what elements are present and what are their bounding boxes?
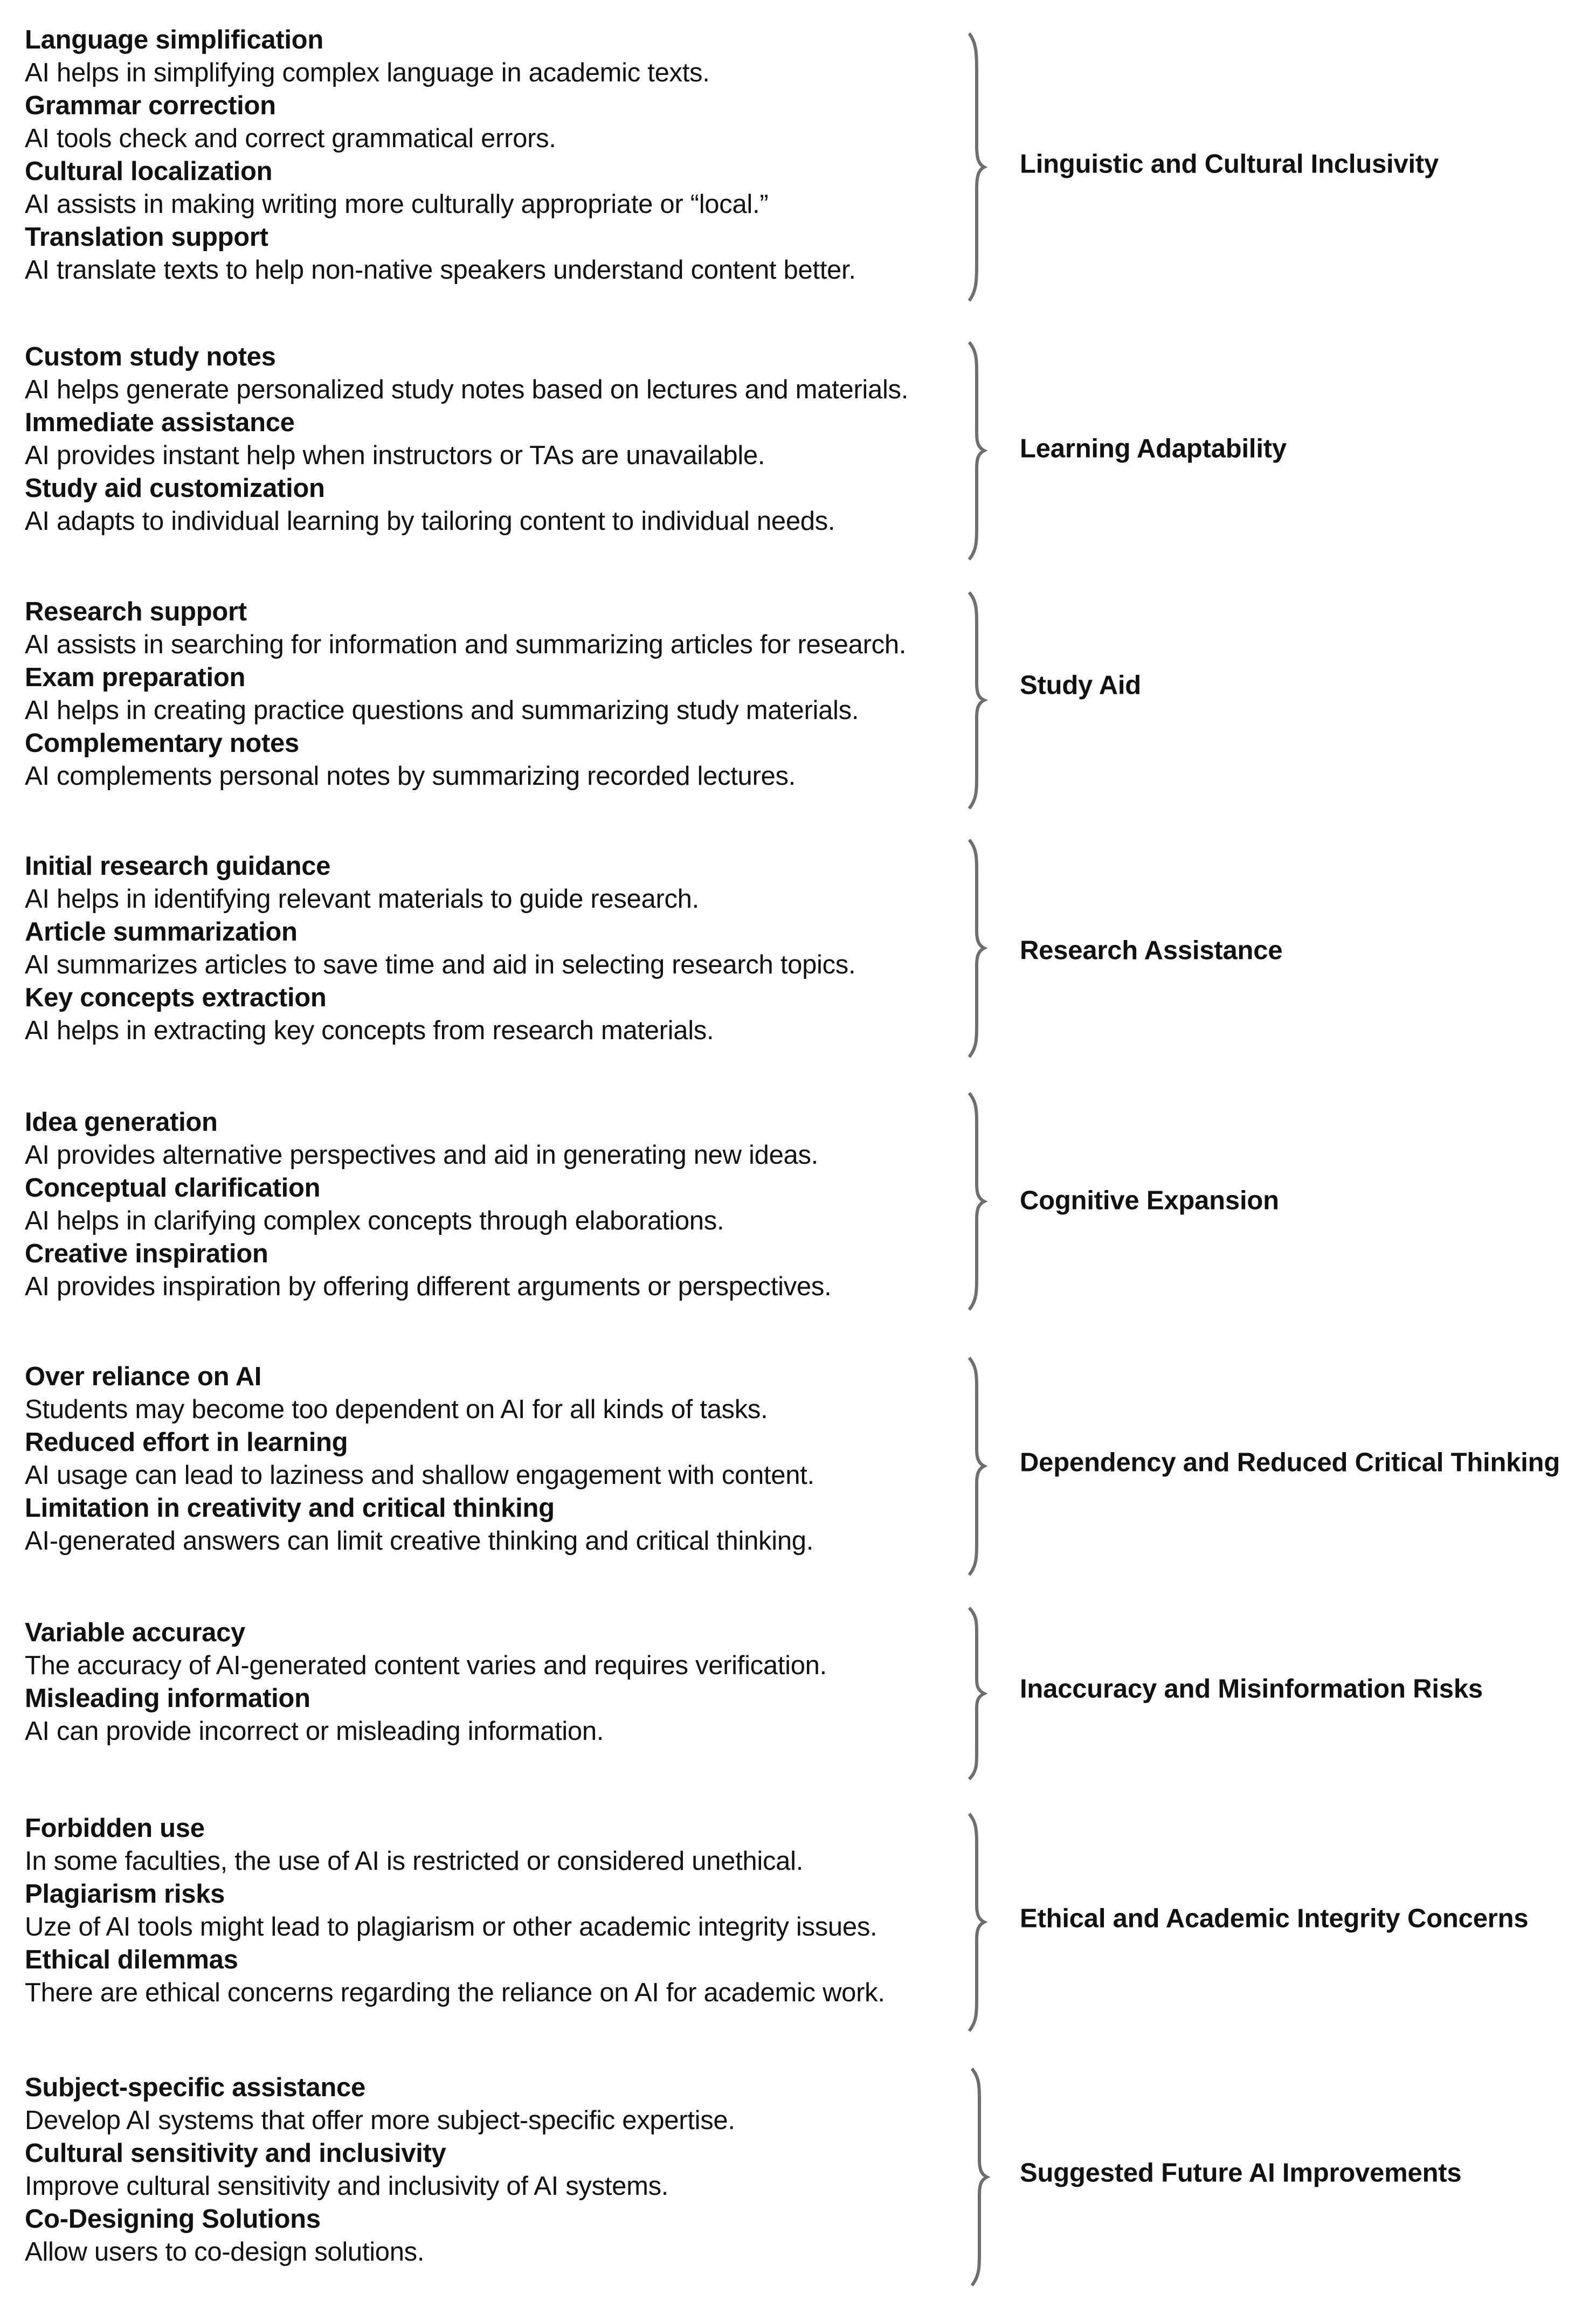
code-description: AI provides alternative perspectives and aid in generating new ideas. (25, 1141, 818, 1170)
code-list (25, 596, 963, 793)
curly-brace-icon (968, 2068, 994, 2286)
code-title: Plagiarism risks (25, 1880, 225, 1909)
code-title: Initial research guidance (25, 852, 331, 881)
curly-brace-icon (965, 839, 992, 1058)
code-description: There are ethical concerns regarding the reliance on AI for academic work. (25, 1978, 885, 2007)
code-description: AI translate texts to help non-native speakers understand content better. (25, 255, 856, 285)
curly-brace-icon (965, 591, 992, 810)
code-list (25, 24, 963, 287)
code-description: The accuracy of AI-generated content varies and requires verification. (25, 1651, 827, 1680)
theme-label: Cognitive Expansion (1020, 1186, 1279, 1215)
code-description: AI complements personal notes by summarizing recorded lectures. (25, 762, 796, 791)
code-description: AI helps in clarifying complex concepts through elaborations. (25, 1206, 724, 1235)
code-description: AI can provide incorrect or misleading information. (25, 1717, 604, 1746)
code-title: Research support (25, 597, 247, 626)
curly-brace-icon (965, 1813, 992, 2032)
theme-label: Study Aid (1020, 671, 1142, 700)
theme-label: Linguistic and Cultural Inclusivity (1020, 149, 1439, 179)
code-title: Variable accuracy (25, 1618, 245, 1647)
code-title: Custom study notes (25, 342, 276, 371)
code-description: AI usage can lead to laziness and shallow engagement with content. (25, 1461, 814, 1490)
code-description: Develop AI systems that offer more subject-specific expertise. (25, 2106, 735, 2135)
code-description: Improve cultural sensitivity and inclusivity of AI systems. (25, 2172, 669, 2201)
theme-label: Dependency and Reduced Critical Thinking (1020, 1448, 1560, 1477)
curly-brace-icon (965, 1357, 992, 1576)
code-description: AI summarizes articles to save time and aid in selecting research topics. (25, 950, 856, 979)
code-title: Study aid customization (25, 474, 325, 503)
code-title: Cultural sensitivity and inclusivity (25, 2139, 446, 2168)
theme-label: Learning Adaptability (1020, 434, 1287, 464)
curly-brace-icon (965, 1607, 992, 1780)
code-title: Over reliance on AI (25, 1362, 262, 1391)
curly-brace-icon (965, 1092, 992, 1311)
code-description: AI assists in making writing more culturally appropriate or “local.” (25, 190, 769, 219)
code-title: Ethical dilemmas (25, 1945, 238, 1974)
code-description: In some faculties, the use of AI is restricted or considered unethical. (25, 1847, 804, 1876)
code-title: Grammar correction (25, 91, 276, 120)
code-description: Allow users to co-design solutions. (25, 2237, 425, 2267)
code-title: Subject-specific assistance (25, 2073, 365, 2102)
code-title: Translation support (25, 223, 268, 252)
code-description: AI helps in creating practice questions and summarizing study materials. (25, 696, 859, 725)
code-title: Reduced effort in learning (25, 1428, 348, 1457)
curly-brace-icon (965, 341, 992, 561)
code-description: Students may become too dependent on AI for all kinds of tasks. (25, 1395, 768, 1424)
code-title: Complementary notes (25, 729, 299, 758)
code-list (25, 341, 963, 538)
theme-label: Inaccuracy and Misinformation Risks (1020, 1674, 1483, 1704)
code-description: AI helps generate personalized study notes based on lectures and materials. (25, 375, 909, 404)
theme-label: Suggested Future AI Improvements (1020, 2158, 1462, 2188)
code-list (25, 1616, 963, 1748)
code-description: AI provides instant help when instructors or TAs are unavailable. (25, 441, 765, 470)
code-list (25, 1106, 963, 1303)
code-title: Co-Designing Solutions (25, 2205, 321, 2234)
code-description: AI-generated answers can limit creative thinking and critical thinking. (25, 1526, 814, 1556)
code-title: Misleading information (25, 1684, 310, 1713)
code-description: Uze of AI tools might lead to plagiarism or other academic integrity issues. (25, 1912, 878, 1941)
code-description: AI tools check and correct grammatical errors. (25, 124, 556, 153)
code-description: AI helps in identifying relevant materials to guide research. (25, 885, 699, 914)
code-title: Cultural localization (25, 157, 273, 186)
code-title: Forbidden use (25, 1814, 205, 1843)
code-title: Immediate assistance (25, 408, 295, 437)
code-title: Language simplification (25, 25, 323, 54)
code-title: Limitation in creativity and critical thinking (25, 1494, 555, 1523)
code-title: Idea generation (25, 1108, 218, 1137)
code-title: Exam preparation (25, 663, 246, 692)
code-list (25, 1360, 963, 1558)
code-description: AI helps in extracting key concepts from research materials. (25, 1016, 714, 1045)
code-description: AI adapts to individual learning by tailoring content to individual needs. (25, 507, 835, 536)
code-list (25, 1812, 963, 2009)
theme-label: Ethical and Academic Integrity Concerns (1020, 1904, 1529, 1933)
code-list (25, 850, 963, 1047)
code-title: Article summarization (25, 917, 298, 946)
curly-brace-icon (965, 32, 992, 302)
theme-label: Research Assistance (1020, 936, 1283, 965)
code-title: Conceptual clarification (25, 1173, 321, 1203)
code-description: AI helps in simplifying complex language in academic texts. (25, 58, 710, 87)
code-description: AI assists in searching for information and summarizing articles for research. (25, 630, 907, 659)
code-list (25, 2071, 963, 2269)
code-title: Creative inspiration (25, 1239, 268, 1268)
code-description: AI provides inspiration by offering different arguments or perspectives. (25, 1272, 832, 1301)
code-title: Key concepts extraction (25, 983, 327, 1012)
